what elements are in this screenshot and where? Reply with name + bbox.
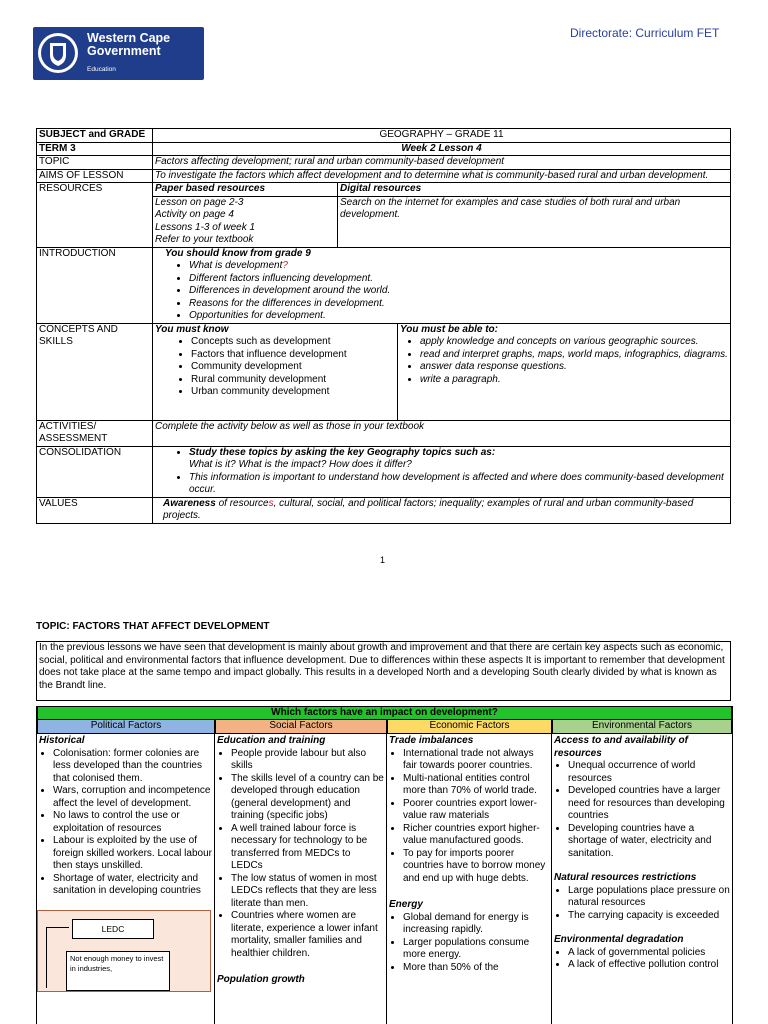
factors-columns — [37, 734, 732, 1024]
list-item: • More than 50% of the — [403, 962, 549, 975]
energy-list — [389, 912, 549, 975]
list-item: • What is development? — [189, 260, 728, 273]
list-item: • The skills level of a country can be developed through education (general development) and training (specific jobs) — [231, 773, 384, 823]
introduction-list — [155, 260, 728, 323]
environmental-header: Environmental Factors — [552, 720, 732, 734]
factors-column-headers — [37, 720, 732, 734]
list-item: • Large populations place pressure on natural resources — [568, 885, 730, 910]
logo-text-western-cape: Western Cape — [87, 31, 171, 45]
list-item: • Unequal occurrence of world resources — [568, 760, 730, 785]
political-header: Political Factors — [37, 720, 215, 734]
section-heading: Access to and availability of resources — [554, 735, 688, 759]
list-item: • A lack of effective pollution control — [568, 959, 730, 972]
ledc-note: Not enough money to invest in industries, — [66, 951, 170, 991]
list-item: • Community development — [191, 361, 395, 374]
factors-banner: Which factors have an impact on development? — [37, 706, 732, 720]
ledc-diagram — [37, 910, 211, 992]
topic-heading: TOPIC: FACTORS THAT AFFECT DEVELOPMENT — [36, 621, 270, 632]
must-know-heading: You must know — [155, 323, 229, 335]
aims-value: To investigate the factors which affect development and to determine what is community-based rural and urban development. — [153, 169, 731, 183]
list-item: • International trade not always fair towards poorer countries. — [403, 748, 549, 773]
values-bold-text: Awareness — [163, 497, 216, 509]
list-item: • This information is important to understand how development is affected and where does community-based development occur. — [189, 472, 728, 497]
paper-resource-item: Activity on page 4 — [155, 209, 234, 220]
list-item: • No laws to control the use or exploitation of resources — [53, 810, 212, 835]
list-item: • To pay for imports poorer countries have to borrow money and end up with huge debts. — [403, 848, 549, 886]
row-concepts — [37, 323, 731, 420]
restrictions-list — [554, 885, 730, 923]
list-item: • Countries where women are literate, experience a lower infant mortality, smaller families and healthier children. — [231, 910, 384, 960]
lesson-plan-table — [36, 128, 731, 524]
row-resources — [37, 183, 731, 248]
paper-resources-list — [153, 196, 338, 247]
resources-label: RESOURCES — [37, 183, 153, 248]
social-header: Social Factors — [215, 720, 387, 734]
list-item: • Differences in development around the world. — [189, 285, 728, 298]
consolidation-list — [155, 447, 728, 497]
paper-resource-item: Lesson on page 2-3 — [155, 196, 244, 208]
concepts-label: CONCEPTS AND SKILLS — [37, 323, 153, 420]
list-item: • Urban community development — [191, 386, 395, 399]
list-item: • answer data response questions. — [420, 361, 728, 374]
logo-text-government: Government — [87, 44, 161, 58]
section-heading: Population growth — [217, 974, 305, 985]
list-item: • Labour is exploited by the use of foreign skilled workers. Local labour then stays unskilled. — [53, 835, 212, 873]
economic-column — [387, 734, 552, 1024]
list-item: • Developed countries have a larger need for resources than developing countries — [568, 785, 730, 823]
consolidation-content — [153, 446, 731, 497]
values-label: VALUES — [37, 497, 153, 523]
paper-resource-item: Refer to your textbook — [155, 234, 254, 245]
political-column — [37, 734, 215, 1024]
factors-table — [36, 706, 733, 1024]
coat-of-arms-icon — [36, 31, 80, 75]
list-item: • Different factors influencing development. — [189, 273, 728, 286]
directorate-label: Directorate: Curriculum FET — [570, 26, 720, 40]
section-heading: Environmental degradation — [554, 934, 684, 945]
term-label: TERM 3 — [37, 142, 153, 156]
list-item: • A lack of governmental policies — [568, 947, 730, 960]
list-item: • The carrying capacity is exceeded — [568, 910, 730, 923]
ledc-label: LEDC — [72, 919, 154, 939]
row-subject — [37, 129, 731, 143]
list-item: • Richer countries export higher-value manufactured goods. — [403, 823, 549, 848]
resources-list — [554, 760, 730, 860]
values-red-text: s — [268, 497, 274, 509]
aims-label: AIMS OF LESSON — [37, 169, 153, 183]
introduction-heading: You should know from grade 9 — [165, 247, 311, 259]
row-aims — [37, 169, 731, 183]
section-heading: Energy — [389, 899, 423, 910]
list-item: • Reasons for the differences in development. — [189, 298, 728, 311]
economic-header: Economic Factors — [387, 720, 552, 734]
row-introduction — [37, 247, 731, 323]
values-content — [153, 497, 731, 523]
list-item: • Shortage of water, electricity and sanitation in developing countries — [53, 873, 212, 898]
values-rest-text: , cultural, social, and political factors; inequality; examples of rural and urban community-based projects. — [163, 497, 694, 521]
list-item: • People provide labour but also skills — [231, 748, 384, 773]
subject-value: GEOGRAPHY – GRADE 11 — [153, 129, 731, 143]
topic-label: TOPIC — [37, 156, 153, 170]
environmental-column — [552, 734, 732, 1024]
paper-resources-heading: Paper based resources — [153, 183, 338, 196]
list-item: • write a paragraph. — [420, 374, 728, 387]
page-number: 1 — [380, 555, 386, 565]
list-item: • Poorer countries export lower-value raw materials — [403, 798, 549, 823]
digital-resources-heading: Digital resources — [338, 183, 731, 196]
list-item: • Opportunities for development. — [189, 310, 728, 323]
political-list — [39, 748, 212, 898]
list-item: • Factors that influence development — [191, 349, 395, 362]
paper-resource-item: Lessons 1-3 of week 1 — [155, 221, 256, 233]
must-be-able-cell — [398, 324, 731, 420]
consolidation-label: CONSOLIDATION — [37, 446, 153, 497]
introduction-content — [153, 247, 731, 323]
degradation-list — [554, 947, 730, 972]
list-item: • Developing countries have a shortage of water, electricity and sanitation. — [568, 823, 730, 861]
must-be-able-heading: You must be able to: — [400, 323, 498, 335]
list-item: • Multi-national entities control more than 70% of world trade. — [403, 773, 549, 798]
row-term — [37, 142, 731, 156]
logo-text-education: Education — [87, 66, 116, 73]
list-item: • Colonisation: former colonies are less developed than the countries that colonised them. — [53, 748, 212, 786]
row-activities — [37, 420, 731, 446]
must-be-able-list — [400, 336, 728, 386]
social-column — [215, 734, 387, 1024]
list-item: • The low status of women in most LEDCs reflects that they are less literate than men. — [231, 873, 384, 911]
activities-value: Complete the activity below as well as those in your textbook — [153, 420, 731, 446]
activities-label: ACTIVITIES/ ASSESSMENT — [37, 420, 153, 446]
introduction-label: INTRODUCTION — [37, 247, 153, 323]
intro-paragraph: In the previous lessons we have seen that development is mainly about growth and improvement and that there are certain key aspects such as economic, social, political and environmental factors that influence development. Due to differences within these aspects It is important to remember that development does not take place at the same tempo and impact globally. This results in a developed North and a developing South clearly divided by what is known as the Brandt line. — [36, 641, 731, 701]
section-heading: Trade imbalances — [389, 735, 474, 746]
row-values — [37, 497, 731, 523]
concepts-inner-table — [153, 324, 730, 420]
row-topic — [37, 156, 731, 170]
values-text: of resource — [215, 497, 269, 509]
list-item: • Study these topics by asking the key Geography topics such as: What is it? What is the impact? How does it differ? — [189, 447, 728, 472]
topic-value: Factors affecting development; rural and urban community-based development — [153, 156, 731, 170]
economic-list — [389, 748, 549, 886]
section-heading: Education and training — [217, 735, 326, 746]
row-consolidation — [37, 446, 731, 497]
section-heading: Natural resources restrictions — [554, 872, 697, 883]
list-item: • Concepts such as development — [191, 336, 395, 349]
list-item: • Larger populations consume more energy. — [403, 937, 549, 962]
list-item: • Rural community development — [191, 374, 395, 387]
list-item: • apply knowledge and concepts on various geographic sources. — [420, 336, 728, 349]
list-item: • A well trained labour force is necessary for technology to be transferred from MEDCs to LEDCs — [231, 823, 384, 873]
social-list — [217, 748, 384, 961]
must-know-list — [155, 336, 395, 399]
resources-inner-table — [153, 183, 730, 247]
wcg-logo — [33, 27, 204, 80]
list-item: • read and interpret graphs, maps, world maps, infographics, diagrams. — [420, 349, 728, 362]
term-value: Week 2 Lesson 4 — [153, 142, 731, 156]
section-heading: Historical — [39, 735, 85, 746]
subject-label: SUBJECT and GRADE — [37, 129, 153, 143]
list-item: • Wars, corruption and incompetence affect the level of development. — [53, 785, 212, 810]
list-item: • Global demand for energy is increasing rapidly. — [403, 912, 549, 937]
must-know-cell — [153, 324, 398, 420]
digital-resources-text: Search on the internet for examples and case studies of both rural and urban development. — [338, 196, 731, 247]
